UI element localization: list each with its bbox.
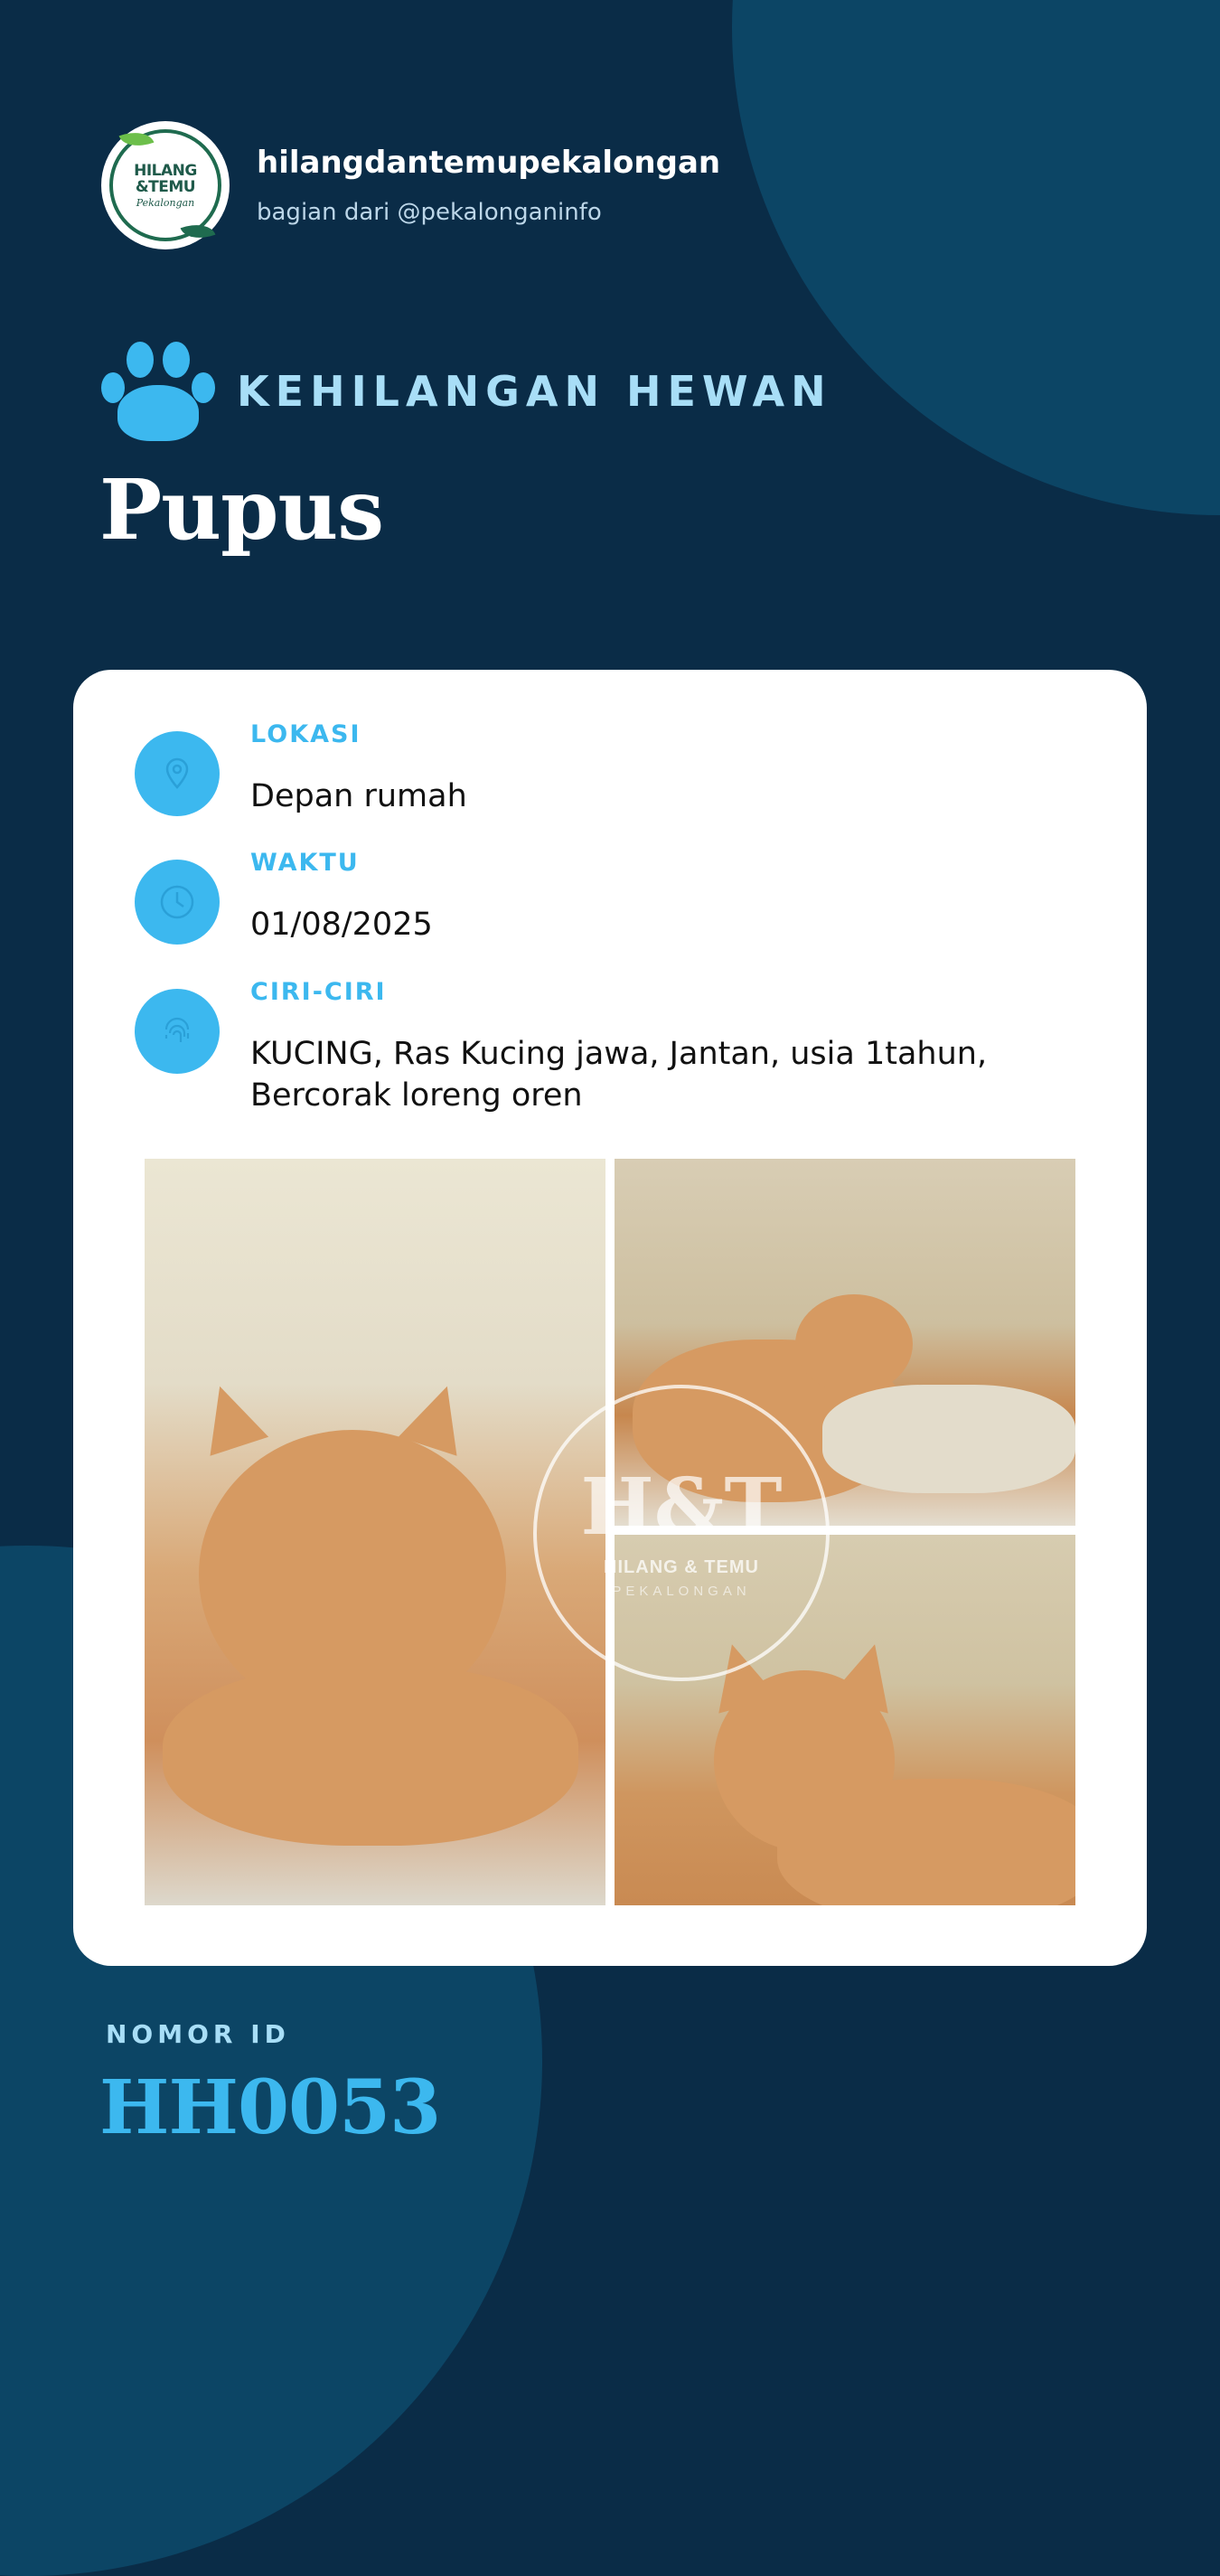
logo-text-line1: HILANG [134, 161, 197, 180]
paw-icon [101, 342, 217, 441]
watermark-logo [533, 1385, 830, 1681]
account-header [101, 121, 720, 249]
detail-value: KUCING, Ras Kucing jawa, Jantan, usia 1tahun, Bercorak loreng oren [250, 1036, 988, 1114]
detail-label: WAKTU [250, 849, 360, 877]
account-subtitle: bagian dari @pekalonganinfo [257, 199, 602, 226]
watermark-line2: PEKALONGAN [612, 1584, 751, 1599]
detail-label: CIRI-CIRI [250, 978, 387, 1006]
location-pin-icon [135, 731, 220, 816]
detail-location [135, 720, 1046, 817]
brand-logo [101, 121, 230, 249]
photo-collage [145, 1159, 1075, 1905]
logo-text-line3: Pekalongan [136, 196, 195, 209]
watermark-line1: HILANG & TEMU [604, 1557, 759, 1577]
id-value: HH0053 [99, 2064, 441, 2151]
account-name: hilangdantemupekalongan [257, 145, 721, 181]
detail-label: LOKASI [250, 720, 361, 748]
detail-time [135, 849, 1046, 945]
fingerprint-icon [135, 989, 220, 1074]
id-label: NOMOR ID [106, 2019, 290, 2049]
detail-features [135, 978, 1046, 1116]
clock-icon [135, 860, 220, 945]
pet-name: Pupus [99, 461, 384, 559]
detail-value: 01/08/2025 [250, 907, 433, 943]
category-label: KEHILANGAN HEWAN [237, 367, 832, 416]
logo-text-line2: &TEMU [135, 177, 196, 196]
watermark-title: H&T [580, 1462, 783, 1553]
detail-value: Depan rumah [250, 778, 467, 814]
category-heading [101, 342, 832, 441]
details-card [73, 670, 1147, 1966]
